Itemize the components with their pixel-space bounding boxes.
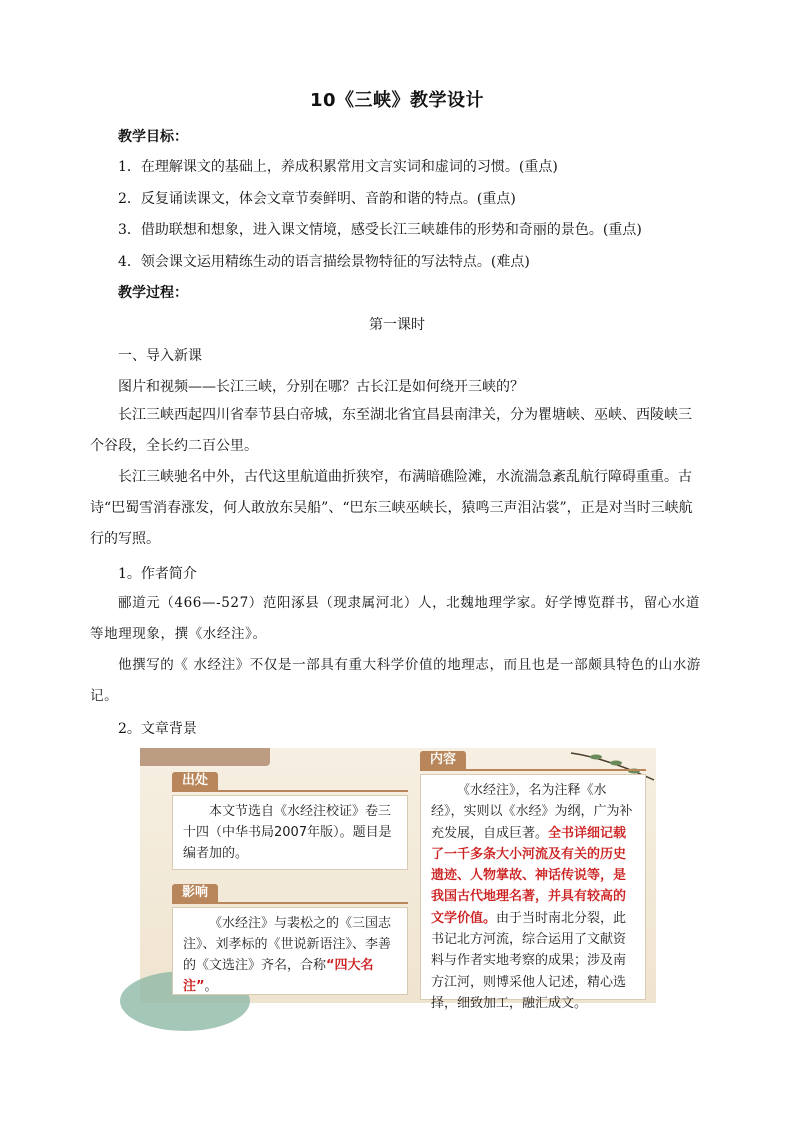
divider xyxy=(172,902,408,904)
content-box xyxy=(420,774,646,1011)
influence-highlight: “四大名注” xyxy=(183,958,374,994)
objective-item: 2．反复诵读课文，体会文章节奏鲜明、音韵和谐的特点。(重点) xyxy=(118,191,516,207)
objective-item: 1．在理解课文的基础上，养成积累常用文言实词和虚词的习惯。(重点) xyxy=(118,159,558,175)
content-text: 《水经注》，名为注释《水经》，实则以《水经》为纲，广为补充发展，自成巨著。 xyxy=(431,783,633,841)
influence-text: 《水经注》与裴松之的《三国志注》、刘孝标的《世说新语注》、李善的《文选注》齐名，合称 xyxy=(183,916,392,973)
influence-text-end: 。 xyxy=(204,979,218,994)
divider xyxy=(420,769,646,771)
lesson-title: 第一课时 xyxy=(369,317,425,333)
work-paragraph: 他撰写的《 水经注》不仅是一部具有重大科学价值的地理志，而且也是一部颇具特色的山水游记。 xyxy=(90,657,701,704)
author-heading: 1。作者简介 xyxy=(118,566,197,582)
objective-item: 3．借助联想和想象，进入课文情境，感受长江三峡雄伟的形势和奇丽的景色。(重点) xyxy=(118,222,642,238)
divider xyxy=(172,790,408,792)
content-highlight: 全书详细记载了一千多条大小河流及有关的历史遗迹、人物掌故、神话传说等，是我国古代地理名著，并具有较高的文学价值。 xyxy=(431,825,627,926)
content-text-end: 由于当时南北分裂，此书记北方河流，综合运用了文献资料与作者实地考察的成果；涉及南方江河，则博采他人记述，精心选择，细致加工，融汇成文。 xyxy=(431,910,627,1011)
objective-item: 4．领会课文运用精练生动的语言描绘景物特征的写法特点。(难点) xyxy=(118,254,530,270)
decorative-banner xyxy=(140,748,270,766)
section-heading: 一、导入新课 xyxy=(118,348,202,364)
process-heading: 教学过程： xyxy=(118,285,188,301)
content-tag: 内容 xyxy=(420,751,466,769)
influence-box xyxy=(172,907,408,995)
source-tag: 出处 xyxy=(172,772,218,790)
influence-tag: 影响 xyxy=(172,884,218,902)
source-box: 本文节选自《水经注校证》卷三十四（中华书局2007年版）。题目是编者加的。 xyxy=(172,795,408,870)
paragraph-three-gorges-navigation: 长江三峡驰名中外，古代这里航道曲折狭窄，布满暗礁险滩，水流湍急紊乱航行障碍重重。古诗“巴蜀雪消春涨发，何人敢放东吴船”、“巴东三峡巫峡长，猿鸣三声泪沾裳”，正是对当时三峡航行的写照。 xyxy=(90,469,693,547)
intro-question: 图片和视频——长江三峡，分别在哪？古长江是如何绕开三峡的？ xyxy=(118,379,524,395)
objectives-heading: 教学目标： xyxy=(118,129,188,145)
background-figure xyxy=(140,748,656,1011)
author-paragraph: 郦道元（466—-527）范阳涿县（现隶属河北）人，北魏地理学家。好学博览群书，留心水道等地理现象，撰《水经注》。 xyxy=(90,595,700,642)
paragraph-three-gorges-location: 长江三峡西起四川省奉节县白帝城，东至湖北省宜昌县南津关，分为瞿塘峡、巫峡、西陵峡三个谷段，全长约二百公里。 xyxy=(90,407,692,454)
background-heading: 2。文章背景 xyxy=(118,721,197,737)
document-title: 10《三峡》教学设计 xyxy=(309,90,485,111)
